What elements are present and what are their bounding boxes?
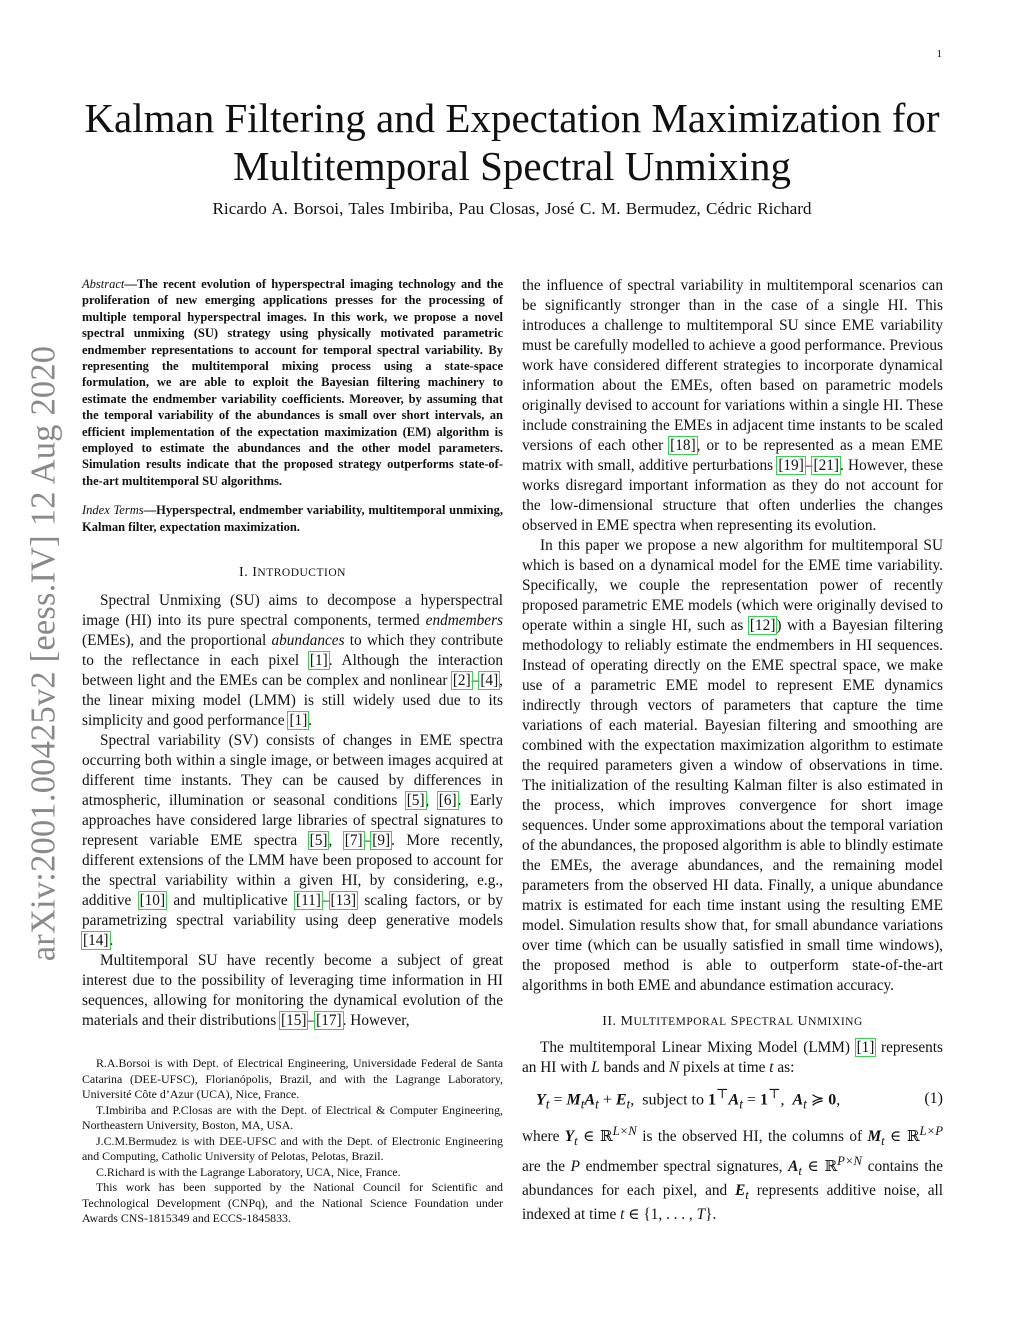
citation-link[interactable]: [11] — [295, 892, 321, 910]
footnote: J.C.M.Bermudez is with DEE-UFSC and with the Dept. of Electronic Engineering and Computing, Catholic University of Pelotas, Pelotas, Brazil. — [82, 1133, 503, 1164]
citation-link[interactable]: [5] — [406, 792, 425, 810]
citation-link[interactable]: [7] — [344, 832, 363, 850]
author-list: Ricardo A. Borsoi, Tales Imbiriba, Pau Closas, José C. M. Bermudez, Cédric Richard — [212, 199, 812, 218]
right-column — [522, 276, 943, 1225]
citation-link[interactable]: [1] — [856, 1039, 875, 1056]
citation-link[interactable]: [4] — [480, 672, 499, 690]
intro-paragraph-2: Spectral variability (SV) consists of changes in EME spectra occurring both within a single image, or between images acquired at different time instants. They can be caused by differences in atmospheric, illumination or seasonal conditions [5], [6]. Early approaches have considered large libraries of spectral signatures to represent variable EME spectra [5], [7]–[9]. More recently, different extensions of the LMM have been proposed to account for the spectral variability within a given HI, by considering, e.g., additive [10] and multiplicative [11]–[13] scaling factors, or by parametrizing spectral variability using deep generative models [14]. — [82, 732, 503, 950]
index-terms-label: Index Terms — [82, 503, 144, 518]
introduction-body — [82, 591, 503, 1031]
citation-link[interactable]: [1] — [289, 712, 308, 730]
footnote: R.A.Borsoi is with Dept. of Electrical Engineering, Universidade Federal de Santa Catarina (DEE-UFSC), Florianópolis, Brazil, and with the Lagrange Laboratory, Université Côte d’Azur (UCA), Nice, France. — [82, 1056, 503, 1102]
left-column — [82, 276, 503, 1227]
abstract — [82, 276, 503, 489]
arxiv-identifier-text: arXiv:2001.00425v2 [eess.IV] 12 Aug 2020 — [24, 345, 63, 961]
intro-paragraph-3: Multitemporal SU have recently become a subject of great interest due to the possibility of leveraging time information in HI sequences, allowing for monitoring the dynamical evolution of the materials and their distributions [15]–[17]. However, — [82, 952, 503, 1030]
index-terms — [82, 502, 503, 535]
citation-link[interactable]: [17] — [316, 1012, 342, 1030]
citation-link[interactable]: [12] — [749, 617, 776, 634]
citation-link[interactable]: [19] — [778, 457, 804, 474]
equation-1 — [522, 1086, 943, 1113]
citation-link[interactable]: [10] — [139, 892, 166, 910]
abstract-label: Abstract — [82, 277, 125, 291]
citation-link[interactable]: [18] — [670, 437, 696, 454]
title-line-1: Kalman Filtering and Expectation Maximization for — [84, 95, 940, 141]
intro-paragraph-1: Spectral Unmixing (SU) aims to decompose a hyperspectral image (HI) into its pure spectral components, termed endmembers (EMEs), and the proportional abundances to which they contribute to the reflectance in each pixel [1]. Although the interaction between light and the EMEs can be complex and nonlinear [2]–[4], the linear mixing model (LMM) is still widely used due to its simplicity and good performance [1]. — [82, 592, 504, 730]
citation-link[interactable]: [15] — [280, 1012, 307, 1030]
arxiv-identifier-stamp — [22, 345, 66, 961]
citation-link[interactable]: [9] — [372, 832, 391, 850]
equation-number: (1) — [924, 1090, 943, 1108]
section2-paragraph-2: where $Y_t$ ∈ ℝ$^{L\times N}$ is the observed HI, the columns of $M_t$ ∈ ℝ$^{L\times P}$ are the P endmember spectral signatures, $A_t$ ∈ ℝ$^{P\times N}$ contains the abundances for each pixel, and $E_t$ represents additive noise, all indexed at time t ∈ {1, . . . , T}. — [522, 1123, 944, 1223]
intro-paragraph-5: In this paper we propose a new algorithm for multitemporal SU which is based on a dynamical model for the EME time variability. Specifically, we couple the representation power of recently proposed parametric EME models (which were originally devised to operate within a single HI, such as [12]) with a Bayesian filtering methodology to reliably estimate the endmembers in HI sequences. Instead of operating directly on the EME spectral space, we make use of a parametric EME model to represent EME dynamics indirectly through vectors of parameters that capture the time variations of each material. Bayesian filtering and smoothing are combined with the expectation maximization algorithm to estimate the required parameters given a window of observations in time. The initialization of the resulting Kalman filter is also estimated in the process, which improves convergence for short image sequences. Under some approximations about the temporal variation of the abundances, the proposed algorithm is able to blindly estimate the EMEs, the average abundances, and the remaining model parameters from the observed HI data. Finally, a unique abundance matrix is estimated for each time instant using the resulting EME model. Simulation results show that, for small abundance variations over time (which can be usually satisfied in small time windows), the proposed method is able to outperform state-of-the-art algorithms in both EME and abundance estimation accuracy. — [522, 537, 943, 994]
citation-link[interactable]: [21] — [813, 457, 839, 474]
citation-link[interactable]: [6] — [438, 792, 457, 810]
affiliation-footnotes — [82, 1056, 503, 1227]
section-heading-multitemporal-unmixing: II. MULTITEMPORAL SPECTRAL UNMIXING — [602, 1014, 863, 1029]
paper-title — [60, 94, 964, 190]
title-line-2: Multitemporal Spectral Unmixing — [233, 143, 791, 189]
footnote: C.Richard is with the Lagrange Laboratory, UCA, Nice, France. — [96, 1164, 401, 1179]
section-heading-introduction: I. INTRODUCTION — [239, 565, 346, 581]
introduction-continued — [522, 276, 943, 996]
section2-paragraph-1: The multitemporal Linear Mixing Model (LMM) [1] represents an HI with L bands and N pixels at time t as: — [522, 1039, 943, 1076]
citation-link[interactable]: [2] — [452, 672, 471, 690]
citation-link[interactable]: [14] — [83, 932, 109, 950]
page-number: 1 — [936, 48, 942, 60]
footnote: T.Imbiriba and P.Closas are with the Dept. of Electrical & Computer Engineering, Northeastern University, Boston, MA, USA. — [82, 1102, 503, 1133]
citation-link[interactable]: [13] — [330, 892, 357, 910]
equation-body: $Y_t = M_tA_t + E_t$, subject to $1^⊤A_t = 1^⊤$, $A_t$ ≽ 0, — [536, 1086, 841, 1112]
intro-paragraph-4: the influence of spectral variability in multitemporal scenarios can be significantly stronger than in the case of a single HI. This introduces a challenge to multitemporal SU since EME variability must be carefully modelled to achieve a good performance. Previous work have considered different strategies to incorporate dynamical information about the EMEs, often based on parametric models originally devised to account for variations within a single HI. These include constraining the EMEs in adjacent time instants to be scaled versions of each other [18], or to be represented as a mean EME matrix with small, additive perturbations [19]–[21]. However, these works disregard important information as they do not account for the low-dimensional structure that often underlies the changes observed in EME spectra when representing its evolution. — [522, 277, 943, 534]
citation-link[interactable]: [5] — [309, 832, 328, 850]
citation-link[interactable]: [1] — [309, 652, 328, 670]
abstract-text: —The recent evolution of hyperspectral imaging technology and the proliferation of new emerging applications presses for the processing of multiple temporal hyperspectral images. In this work, we propose a novel spectral unmixing (SU) strategy using physically motivated parametric endmember representations to account for temporal spectral variability. By representing the multitemporal mixing process using a state-space formulation, we are able to exploit the Bayesian filtering machinery to estimate the endmember variability coefficients. Moreover, by assuming that the temporal variability of the abundances is small over short intervals, an efficient implementation of the expectation maximization (EM) algorithm is employed to estimate the abundances and the other model parameters. Simulation results indicate that the proposed strategy outperforms state-of-the-art multitemporal SU algorithms. — [82, 277, 503, 488]
index-terms-text: —Hyperspectral, endmember variability, multitemporal unmixing, Kalman filter, expectation maximization. — [82, 503, 503, 534]
footnote: This work has been supported by the National Council for Scientific and Technological Development (CNPq), and the National Science Foundation under Awards CNS-1815349 and ECCS-1845833. — [82, 1180, 503, 1226]
section2-body — [522, 1038, 943, 1225]
